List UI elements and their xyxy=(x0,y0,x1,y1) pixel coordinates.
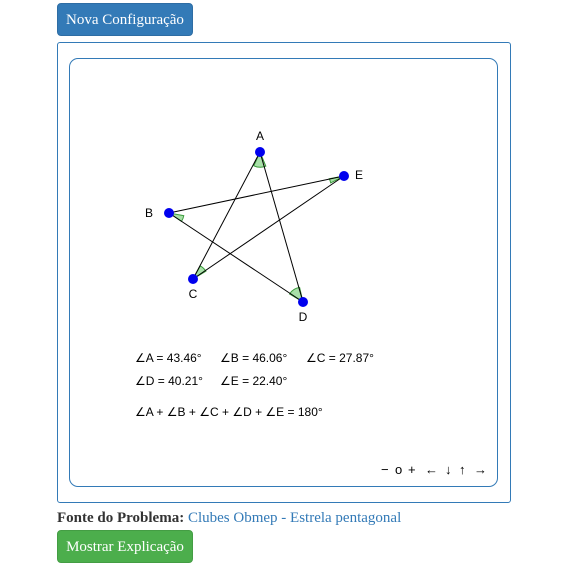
angle-value-c: ∠C = 27.87° xyxy=(306,351,374,365)
reset-view-button[interactable]: o xyxy=(395,462,403,477)
angle-sum: ∠A + ∠B + ∠C + ∠D + ∠E = 180° xyxy=(135,405,323,419)
segment-c-e xyxy=(193,176,344,279)
pan-left-button[interactable]: ← xyxy=(425,462,438,477)
angle-value-d: ∠D = 40.21° xyxy=(135,374,203,388)
point-label-d: D xyxy=(298,310,308,324)
show-explanation-button[interactable]: Mostrar Explicação xyxy=(57,530,193,563)
zoom-out-button[interactable]: − xyxy=(381,462,389,477)
point-c[interactable] xyxy=(188,274,198,284)
pan-up-button[interactable]: ↑ xyxy=(459,462,466,477)
angle-value-e: ∠E = 22.40° xyxy=(220,374,288,388)
point-label-e: E xyxy=(354,168,364,182)
problem-source xyxy=(57,510,401,527)
pan-down-button[interactable]: ↓ xyxy=(445,462,452,477)
angle-value-b: ∠B = 46.06° xyxy=(220,351,288,365)
segment-a-c xyxy=(193,152,260,279)
source-label: Fonte do Problema: xyxy=(57,510,185,526)
point-label-c: C xyxy=(188,287,198,301)
source-link[interactable]: Clubes Obmep - Estrela pentagonal xyxy=(187,510,402,526)
point-e[interactable] xyxy=(339,171,349,181)
point-a[interactable] xyxy=(255,147,265,157)
point-b[interactable] xyxy=(164,208,174,218)
point-label-b: B xyxy=(144,206,154,220)
point-d[interactable] xyxy=(298,297,308,307)
zoom-in-button[interactable]: + xyxy=(408,462,416,477)
new-configuration-button[interactable]: Nova Configuração xyxy=(57,3,193,36)
point-label-a: A xyxy=(255,129,265,143)
segment-a-d xyxy=(260,152,303,302)
pan-right-button[interactable]: → xyxy=(474,462,487,477)
angle-value-a: ∠A = 43.46° xyxy=(135,351,202,365)
